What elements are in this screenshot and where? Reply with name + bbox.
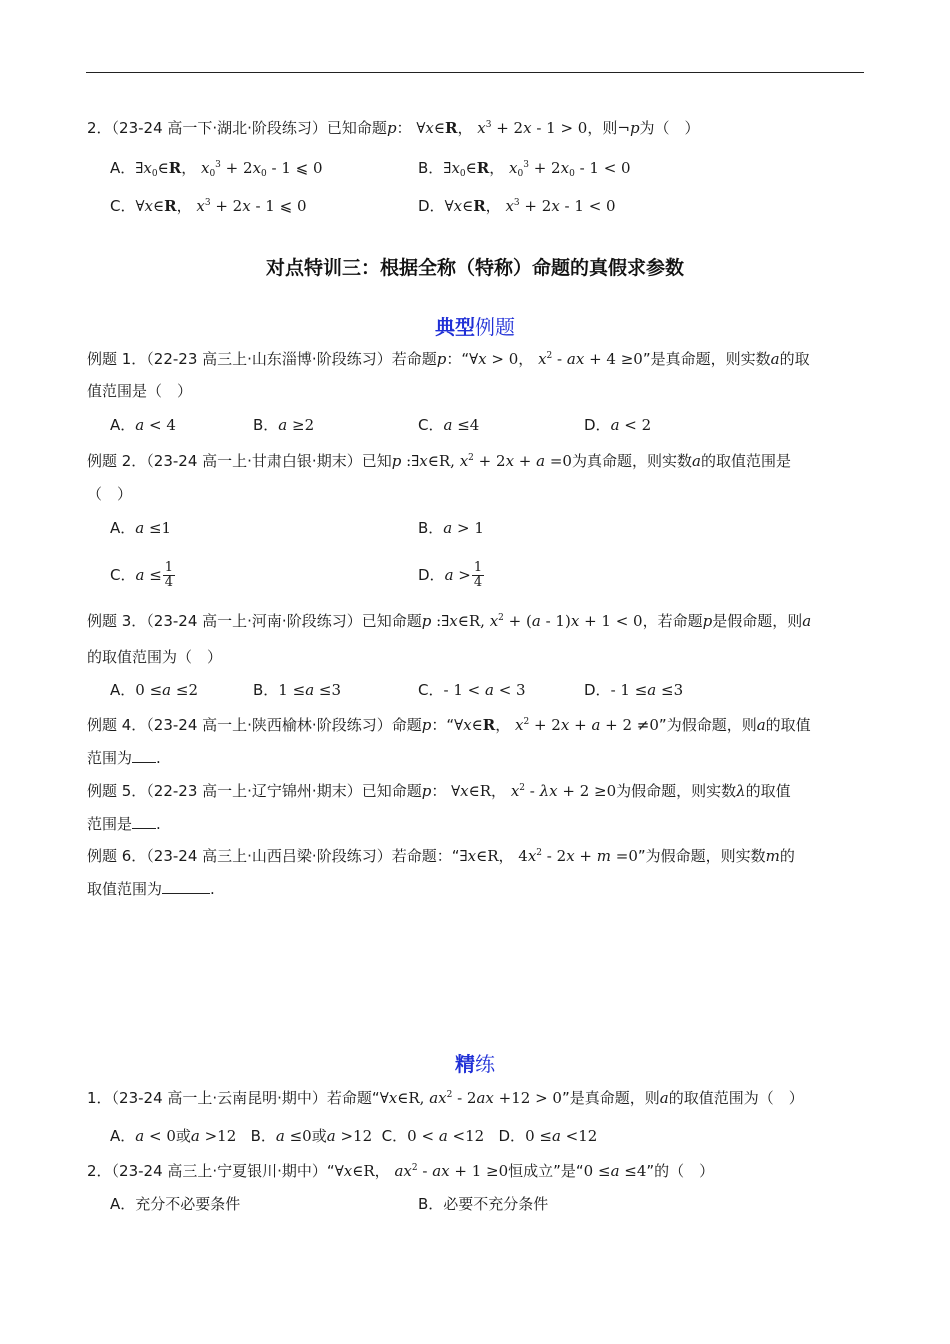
example-1-option-a: A．a < 4	[110, 416, 176, 434]
examples-heading: 典型例题	[435, 315, 515, 339]
example-2-option-d: D．a > $\frac{1}{4}$	[418, 560, 483, 590]
example-6-stem: 例题 6．（23-24 高三上·山西吕梁·阶段练习）若命题：“∃x∈R， $4x^2 - 2x + m =0$”为假命题，则实数m的	[87, 847, 795, 865]
practice-1-stem: 1．（23-24 高一上·云南昆明·期中）若命题“∀x∈R, $ax^2 - 2ax +12 > 0$”是真命题，则a的取值范围为（ ）	[87, 1089, 804, 1107]
example-2-option-a: A．a ≤1	[110, 519, 172, 537]
question-2-option-c: C．∀x∈R， $x^3 + 2x - 1$ ⩽ 0	[110, 197, 307, 215]
example-1-option-d: D．a < 2	[584, 416, 652, 434]
example-2-option-c: C．a ≤ $\frac{1}{4}$	[110, 560, 174, 590]
example-1-option-c: C．a ≤4	[418, 416, 480, 434]
section-title: 对点特训三：根据全称（特称）命题的真假求参数	[265, 257, 684, 279]
example-1-option-b: B．a ≥2	[253, 416, 315, 434]
example-4-stem-cont: 范围为 .	[87, 749, 161, 767]
question-2-option-a: A．$\exists x_0\in R$， $x_0^3 + 2x_0 - 1$ ⩽ 0	[110, 159, 323, 179]
example-5-stem-cont: 范围是 .	[87, 815, 161, 833]
example-1-stem-cont: 值范围是（ ）	[87, 382, 193, 400]
fraction-one-quarter: $\frac{1}{4}$	[473, 560, 483, 590]
example-3-stem: 例题 3．（23-24 高一上·河南·阶段练习）已知命题p :∃x∈R, $x^2 + (a - 1)x + 1 < 0$，若命题p是假命题，则a	[87, 612, 812, 630]
example-1-stem: 例题 1．（22-23 高三上·山东淄博·阶段练习）若命题p：“∀x > 0， $x^2$ - ax + 4 ≥0”是真命题，则实数a的取	[87, 350, 810, 368]
example-3-option-c: C．- 1 < a < 3	[418, 681, 526, 699]
example-2-option-b: B．a > 1	[418, 519, 484, 537]
example-3-stem-cont: 的取值范围为（ ）	[87, 648, 223, 666]
question-2-stem: 2．（23-24 高一下·湖北·阶段练习）已知命题p： ∀x∈R， $x^3 + 2x - 1 > 0$，则¬p为（ ）	[87, 119, 700, 137]
practice-1-options: A．a < 0或a >12 B．a ≤0或a >12 C．0 < a <12 D．0 ≤a <12	[110, 1127, 598, 1145]
example-3-option-b: B．1 ≤a ≤3	[253, 681, 342, 699]
example-3-option-d: D．- 1 ≤a ≤3	[584, 681, 684, 699]
practice-2-option-b: B．必要不充分条件	[418, 1195, 549, 1213]
practice-2-stem: 2．（23-24 高三上·宁夏银川·期中）“∀x∈R， $ax^2$ - ax + 1 ≥0恒成立”是“0 ≤a ≤4”的（ ）	[87, 1162, 715, 1180]
header-rule	[86, 72, 864, 73]
example-2-stem-cont: （ ）	[87, 485, 133, 503]
question-2-option-b: B．$\exists x_0\in R$， $x_0^3 + 2x_0 - 1 < 0$	[418, 159, 631, 179]
example-3-option-a: A．0 ≤a ≤2	[110, 681, 198, 699]
practice-2-option-a: A．充分不必要条件	[110, 1195, 241, 1213]
example-6-stem-cont: 取值范围为 .	[87, 880, 215, 898]
example-2-stem: 例题 2．（23-24 高一上·甘肃白银·期末）已知p :∃x∈R, $x^2 + 2x + a =0$为真命题，则实数a的取值范围是	[87, 452, 791, 470]
question-2-option-d: D．∀x∈R， $x^3 + 2x - 1 < 0$	[418, 197, 616, 215]
fraction-one-quarter: $\frac{1}{4}$	[164, 560, 174, 590]
practice-heading: 精练	[455, 1052, 495, 1076]
example-4-stem: 例题 4．（23-24 高一上·陕西榆林·阶段练习）命题p：“∀x∈R， $x^2 + 2x + a + 2 \ne 0$”为假命题，则a的取值	[87, 716, 811, 734]
example-5-stem: 例题 5．（22-23 高一上·辽宁锦州·期末）已知命题p： ∀x∈R， $x^2 - \lambda x + 2 \ge 0$为假命题，则实数λ的取值	[87, 782, 791, 800]
